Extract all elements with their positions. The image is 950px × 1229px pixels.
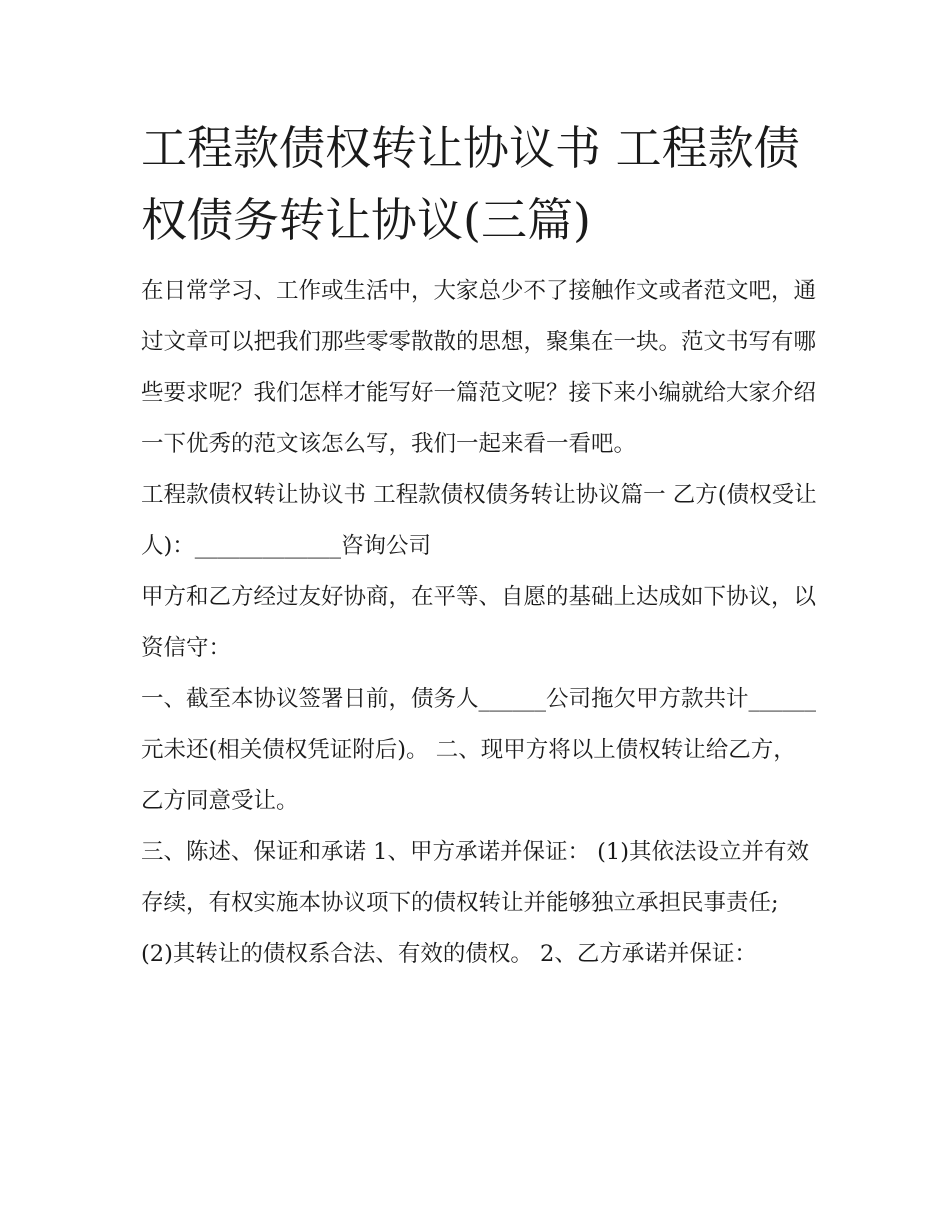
document-body: [141, 112, 817, 980]
clause-three-continued-paragraph: (2)其转让的债权系合法、有效的债权。 2、乙方承诺并保证：: [141, 941, 757, 967]
clause-three-paragraph: 三、陈述、保证和承诺 1、甲方承诺并保证： (1)其依法设立并有效存续，有权实施本协议项下的债权转让并能够独立承担民事责任;: [141, 839, 809, 916]
document-title: 工程款债权转让协议书 工程款债权债务转让协议(三篇): [141, 121, 800, 247]
intro-paragraph: 在日常学习、工作或生活中，大家总少不了接触作文或者范文吧，通过文章可以把我们那些零零散散的思想，聚集在一块。范文书写有哪些要求呢？我们怎样才能写好一篇范文呢？接下来小编就给大家介绍一下优秀的范文该怎么写，我们一起来看一看吧。: [141, 278, 817, 457]
party-b-paragraph: 工程款债权转让协议书 工程款债权债务转让协议篇一 乙方(债权受让人)：_____________咨询公司: [141, 482, 817, 559]
agreement-basis-paragraph: 甲方和乙方经过友好协商，在平等、自愿的基础上达成如下协议，以资信守：: [141, 584, 817, 661]
clause-one-two-paragraph: 一、截至本协议签署日前，债务人______公司拖欠甲方款共计______元未还(相关债权凭证附后)。 二、现甲方将以上债权转让给乙方，乙方同意受让。: [141, 686, 817, 814]
